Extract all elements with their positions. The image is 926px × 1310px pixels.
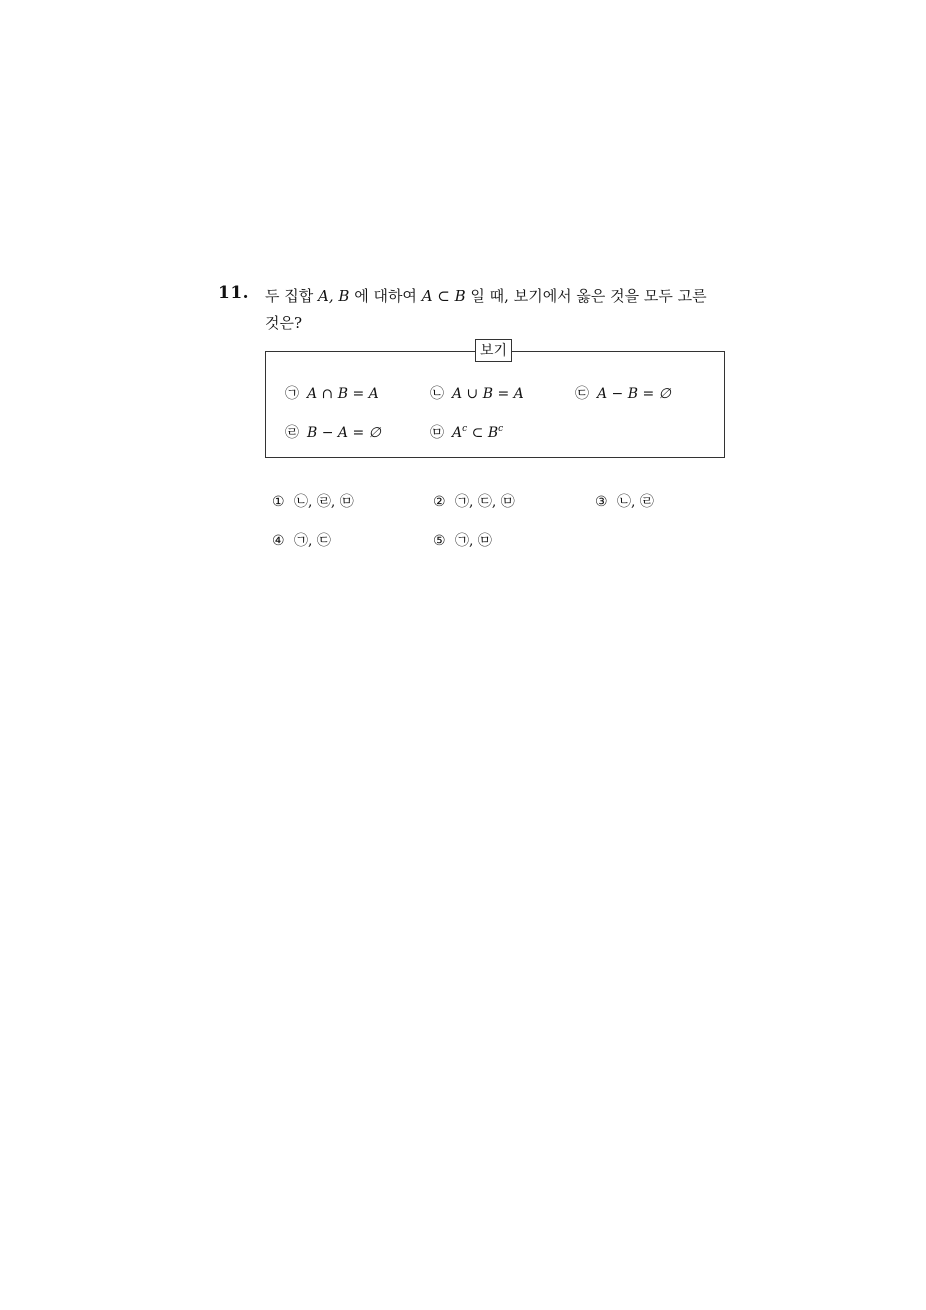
choice-number: ⑤	[433, 533, 446, 549]
choice-number: ④	[272, 533, 285, 549]
choice-text: ㉠, ㉤	[455, 533, 492, 549]
question-text-mid: 에 대하여	[349, 287, 422, 305]
choice-4[interactable]	[272, 532, 331, 550]
statement-expr-a: A	[452, 425, 463, 441]
choice-number: ①	[272, 494, 285, 510]
choice-text: ㉠, ㉢, ㉤	[455, 494, 515, 510]
statement-expr-b: B	[487, 425, 499, 441]
choice-5[interactable]	[433, 532, 492, 550]
statement-sup-a: c	[462, 424, 468, 434]
statement-mark: ㉣	[285, 425, 299, 441]
bogi-title: 보기	[475, 339, 512, 362]
choice-text: ㉡, ㉣, ㉤	[294, 494, 354, 510]
choice-1[interactable]	[272, 493, 354, 511]
question-number: 11.	[218, 283, 250, 303]
choice-2[interactable]	[433, 493, 515, 511]
statement-expr: A ∪ B = A	[452, 386, 524, 402]
statement-mark: ㉤	[430, 425, 444, 441]
statement-1	[285, 385, 379, 403]
statement-expr: A ∩ B = A	[307, 386, 379, 402]
statement-expr-mid: ⊂	[467, 425, 488, 441]
question-text-prefix: 두 집합	[265, 287, 319, 305]
statement-mark: ㉠	[285, 386, 299, 402]
question-text	[265, 283, 735, 337]
choice-number: ②	[433, 494, 446, 510]
statement-5	[430, 424, 503, 442]
choice-3[interactable]	[595, 493, 654, 511]
statement-4	[285, 424, 381, 442]
statement-sup-b: c	[498, 424, 504, 434]
choice-number: ③	[595, 494, 608, 510]
statement-mark: ㉡	[430, 386, 444, 402]
choice-text: ㉠, ㉢	[294, 533, 331, 549]
question-text-suffix: 일 때, 보기에서 옳은 것을 모두 고른	[465, 287, 707, 305]
statement-3	[575, 385, 671, 403]
question-text-line2: 것은?	[265, 314, 303, 332]
statement-expr: B − A = ∅	[307, 425, 381, 441]
choice-text: ㉡, ㉣	[617, 494, 654, 510]
question-math-subset: A ⊂ B	[421, 287, 466, 305]
statement-expr: A − B = ∅	[597, 386, 671, 402]
question-math-sets: A, B	[318, 287, 350, 305]
statement-2	[430, 385, 524, 403]
statement-mark: ㉢	[575, 386, 589, 402]
